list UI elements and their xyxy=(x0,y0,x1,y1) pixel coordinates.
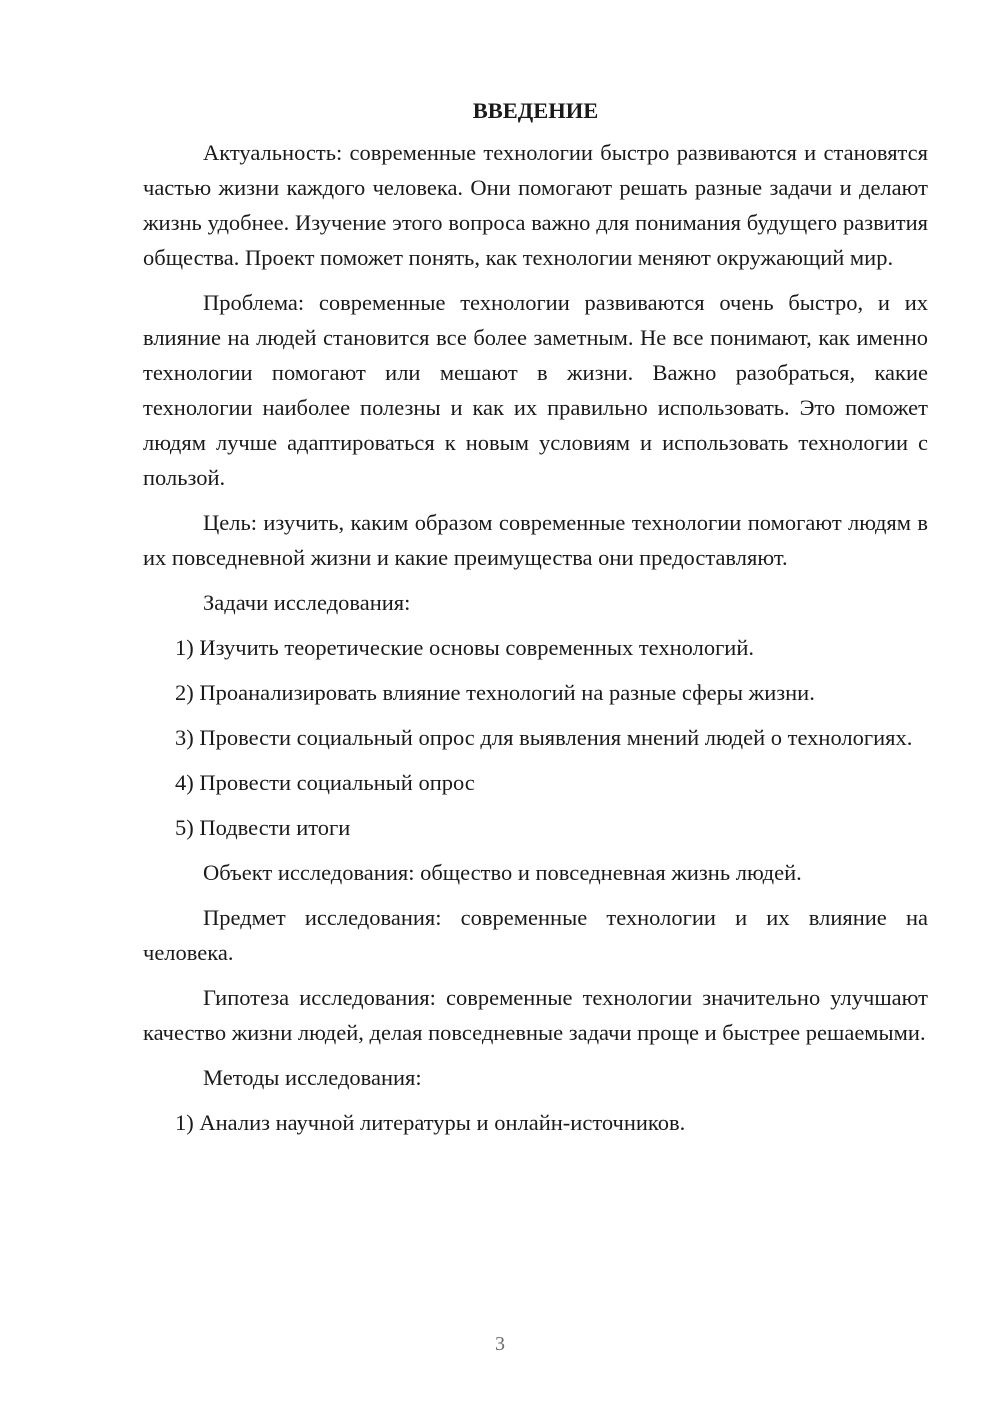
paragraph-subject: Предмет исследования: современные технологии и их влияние на человека. xyxy=(143,905,928,965)
paragraph-object: Объект исследования: общество и повседневная жизнь людей. xyxy=(203,860,802,885)
task-list-item: 2) Проанализировать влияние технологий на разные сферы жизни. xyxy=(175,680,815,705)
paragraph-hypothesis: Гипотеза исследования: современные технологии значительно улучшают качество жизни людей, делая повседневные задачи проще и быстрее решаемыми. xyxy=(143,985,928,1045)
paragraph-tasks-heading: Задачи исследования: xyxy=(203,590,411,615)
page-number: 3 xyxy=(495,1333,505,1355)
paragraph-relevance: Актуальность: современные технологии быстро развиваются и становятся частью жизни каждого человека. Они помогают решать разные задачи и делают жизнь удобнее. Изучение этого вопроса важно для понимания будущего развития общества. Проект поможет понять, как технологии меняют окружающий мир. xyxy=(143,140,928,270)
method-list-item: 1) Анализ научной литературы и онлайн-источников. xyxy=(175,1110,686,1135)
paragraph-problem: Проблема: современные технологии развиваются очень быстро, и их влияние на людей становится все более заметным. Не все понимают, как именно технологии помогают или мешают в жизни. Важно разобраться, какие технологии наиболее полезны и как их правильно использовать. Это поможет людям лучше адаптироваться к новым условиям и использовать технологии с пользой. xyxy=(143,290,928,490)
paragraph-goal: Цель: изучить, каким образом современные технологии помогают людям в их повседневной жизни и какие преимущества они предоставляют. xyxy=(143,510,928,570)
paragraph-methods-heading: Методы исследования: xyxy=(203,1065,422,1090)
document-page xyxy=(143,96,928,1150)
task-list-item: 3) Провести социальный опрос для выявления мнений людей о технологиях. xyxy=(175,725,913,750)
task-list-item: 1) Изучить теоретические основы современных технологий. xyxy=(175,635,755,660)
section-title: ВВЕДЕНИЕ xyxy=(472,98,599,123)
task-list-item: 4) Провести социальный опрос xyxy=(175,770,475,795)
task-list-item: 5) Подвести итоги xyxy=(175,815,351,840)
